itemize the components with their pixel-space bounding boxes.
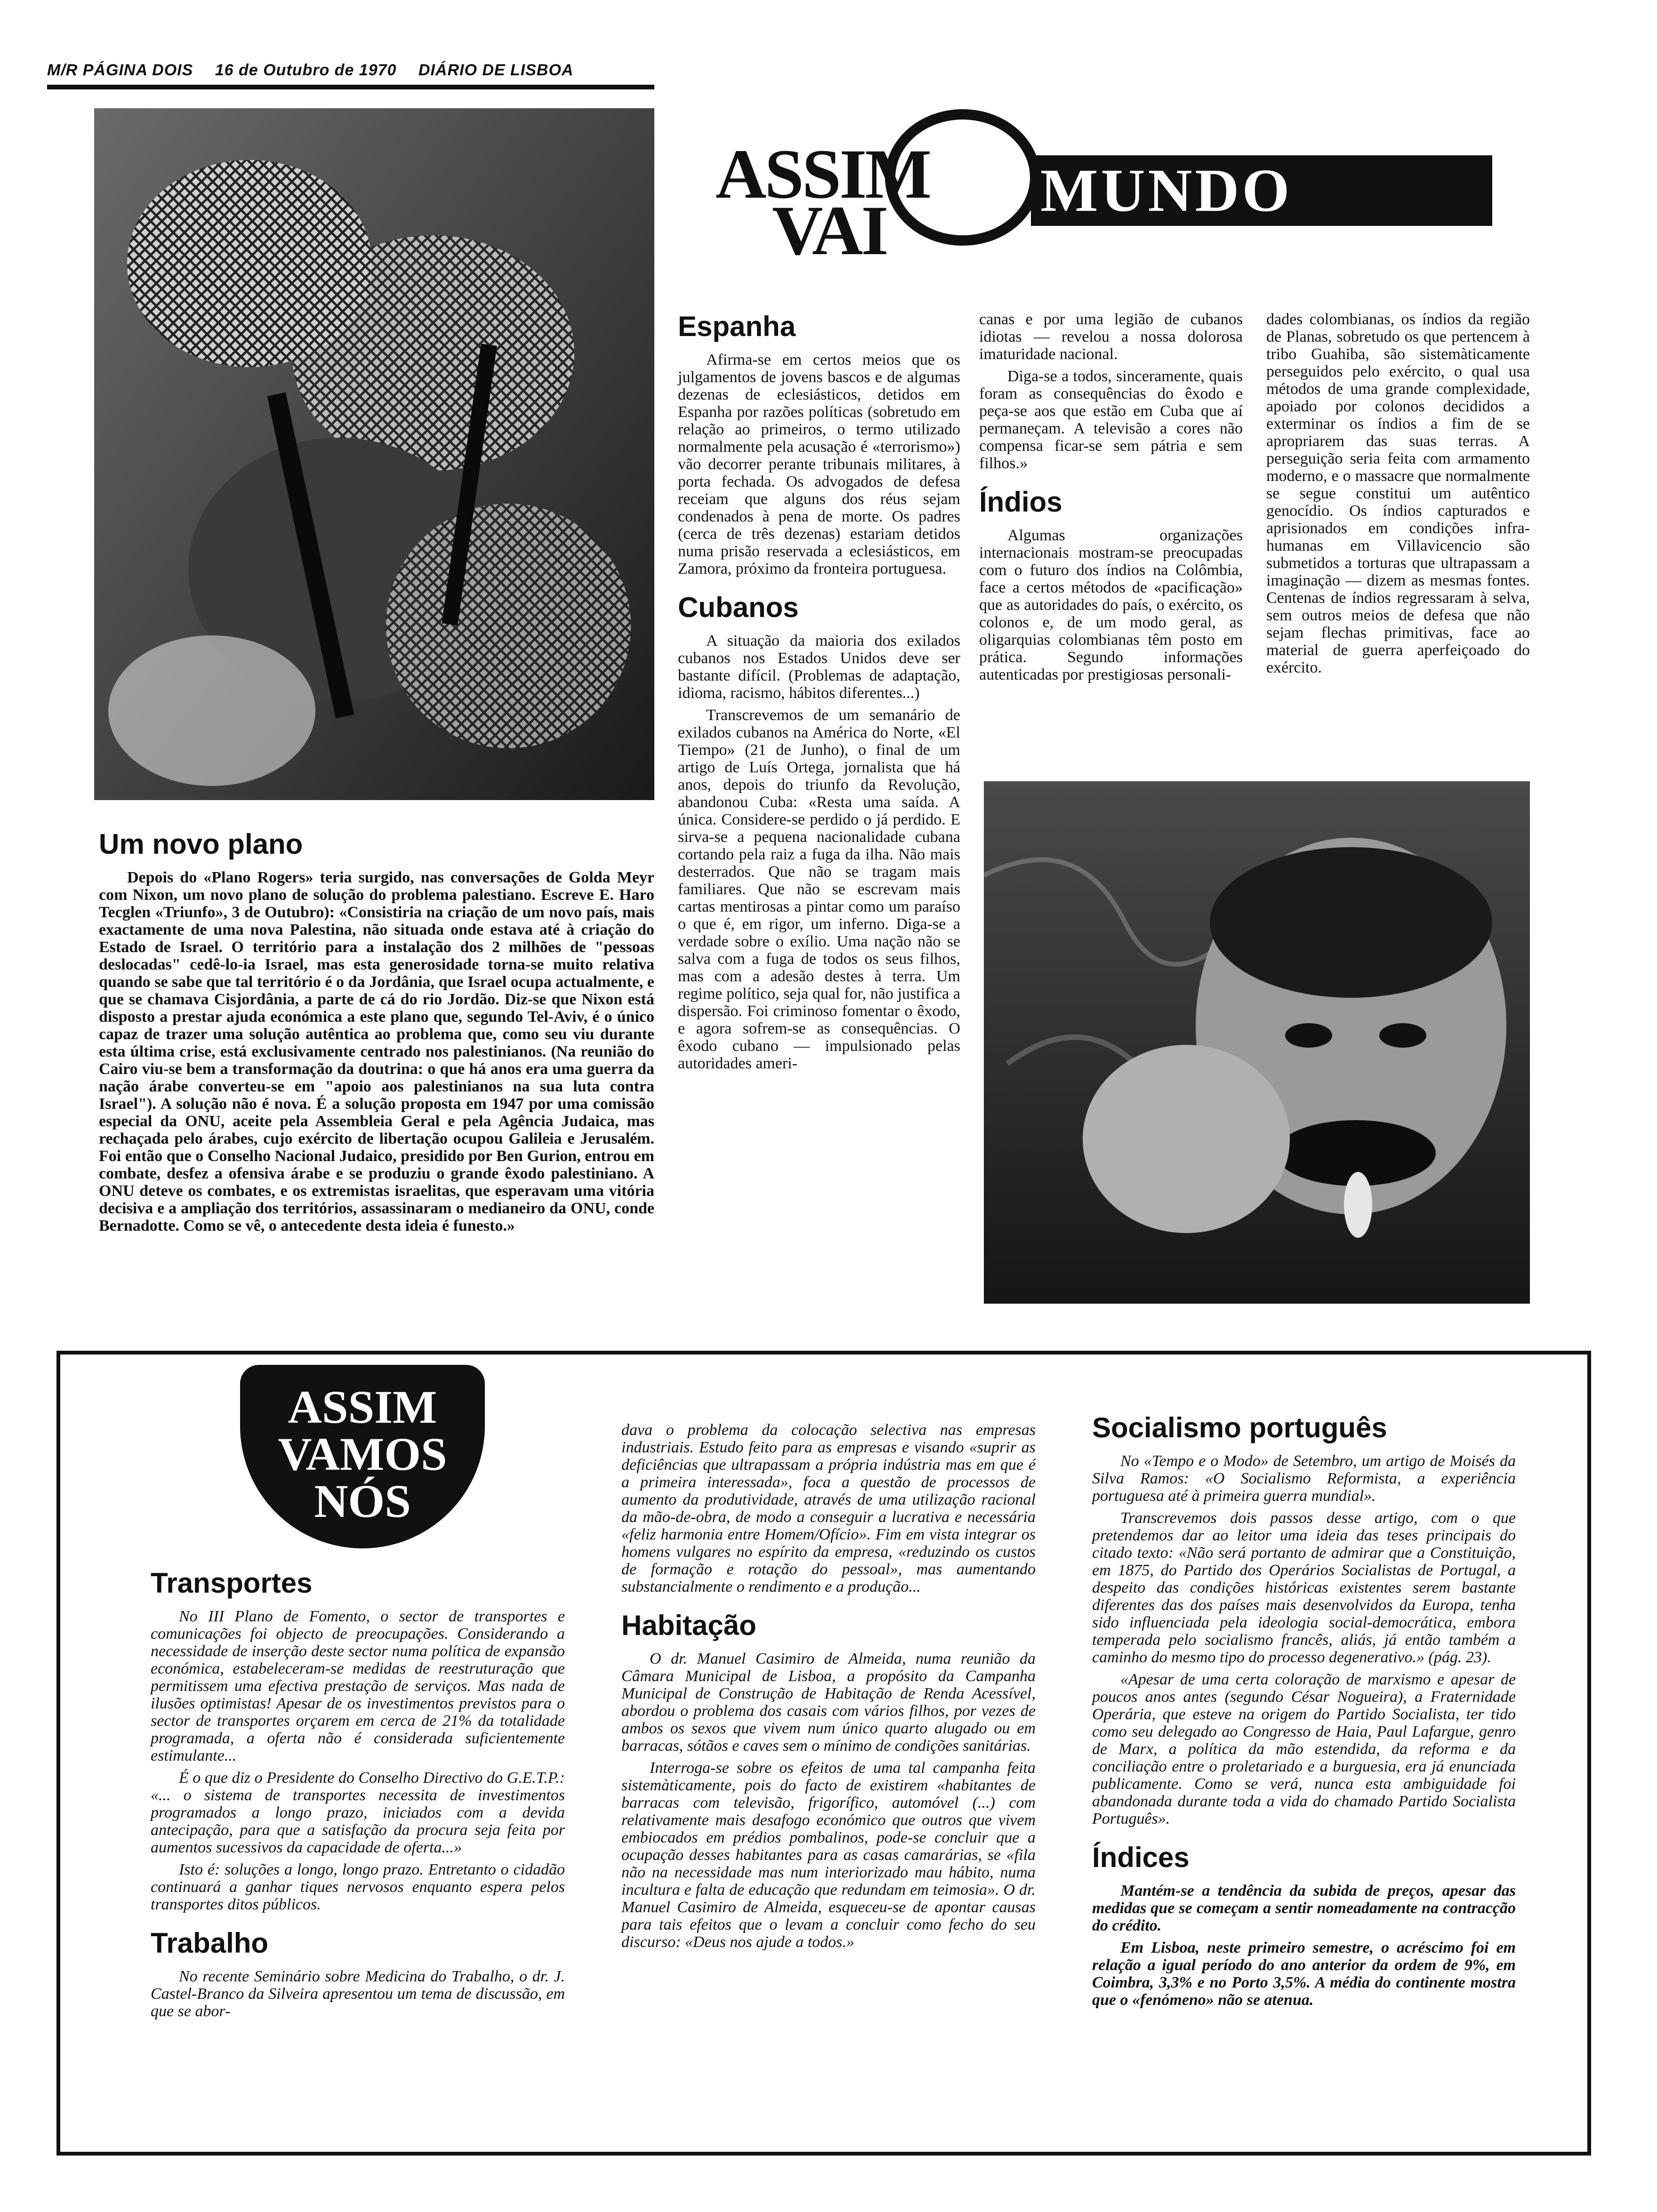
novo-plano-heading: Um novo plano <box>99 828 303 860</box>
cubanos-p3: canas e por uma legião de cubanos idiotas — revelou a nossa dolorosa imaturidade nacional. <box>979 311 1243 363</box>
cubanos-heading: Cubanos <box>678 592 799 623</box>
habitacao-p1: O dr. Manuel Casimiro de Almeida, numa reunião da Câmara Municipal de Lisboa, a propósito da Campanha Municipal de Construção de Habitação de Renda Acessível, abordou o problema dos casais com vários filhos, por vezes de ambos os sexos que vivem num único quarto alugado ou em barracas, sótãos e caves sem o mínimo de condições sanitárias. <box>621 1650 1036 1755</box>
trabalho-heading: Trabalho <box>151 1927 269 1959</box>
indices-heading: Índices <box>1092 1842 1190 1873</box>
indio-photo-graphic <box>984 781 1530 1304</box>
page-label: M/R PÁGINA DOIS <box>47 61 193 79</box>
date-label: 16 de Outubro de 1970 <box>215 61 397 79</box>
transportes-p3: Isto é: soluções a longo, longo prazo. Entretanto o cidadão continuará a ganhar tiques nervosos enquanto espera pelos transportes ditos públicos. <box>151 1861 565 1913</box>
badge-line-2: VAMOS <box>278 1428 447 1480</box>
novo-plano-text: Depois do «Plano Rogers» teria surgido, nas conversações de Golda Meyr com Nixon, um novo plano de solução do problema palestiano. Escreve E. Haro Tecglen «Triunfo», 3 de Outubro): «Consistiria na criação de um novo país, mais exactamente de uma nova Palestina, não situada onde estava até à criação do Estado de Israel. O território para a instalação dos 2 milhões de "pessoas deslocadas" cedê-lo-ia Israel, mas esta generosidade torna-se muito relativa quando se sabe que tal território é o da Jordânia, que Israel ocupa actualmente, e que se chamava Cisjordânia, a parte de cá do rio Jordão. Diz-se que Nixon está disposto a prestar ajuda económica a este plano que, segundo Tel-Aviv, é o único capaz de trazer uma solução autêntica ao problema que, como seu viu durante esta última crise, está exclusivamente centrado nos palestinianos. (Na reunião do Cairo viu-se bem a transformação da doutrina: o que há anos era uma guerra da nação árabe converteu-se em "apoio aos palestinianos na sua luta contra Israel"). A solução não é nova. É a solução proposta em 1947 por uma comissão especial da ONU, aceite pela Assembleia Geral e pela Agência Judaica, mas rechaçada pelo árabes, cujo exército de libertação ocupou Galileia e Jerusalém. Foi então que o Conselho Nacional Judaico, presidido por Ben Gurion, entrou em combate, desfez a ofensiva árabe e se produziu o grande êxodo palestiniano. A ONU deteve os combates, e os extremistas israelitas, que esperavam uma vitória decisiva e a ampliação dos territórios, assassinaram o medianeiro da ONU, conde Bernadotte. Como se vê, o antecedente desta ideia é funesto.» <box>99 869 654 1234</box>
transportes-heading: Transportes <box>151 1567 313 1599</box>
column-cubanos-indios <box>979 311 1243 688</box>
novo-plano-article <box>99 828 654 1239</box>
brand-vai: VAI <box>772 192 887 270</box>
habitacao-heading: Habitação <box>621 1610 756 1641</box>
soldiers-photo-graphic <box>94 108 654 800</box>
assim-vamos-nos-title <box>240 1381 485 1527</box>
soldiers-photo <box>94 108 654 800</box>
habitacao-p2: Interroga-se sobre os efeitos de uma tal campanha feita sistemàticamente, pois do facto de existirem «habitantes de barracas com televisão, frigorífico, automóvel (...) com relativamente mais desafogo económico que outros que vivem embiocados em prédios pombalinos, pode-se concluir que a ocupação desses habitantes para as casas camarárias, se «fila não na necessidade mas num interiorizado mau hábito, numa incultura e falta de educação que redundam em teimosia». O dr. Manuel Casimiro de Almeida, esqueceu-se de apontar causas para tais efeitos que o levam a concluir como fecho do seu discurso: «Deus nos ajude a todos.» <box>621 1759 1036 1951</box>
badge-line-1: ASSIM <box>288 1381 437 1433</box>
indios-heading: Índios <box>979 486 1062 518</box>
column-socialismo-indices <box>1092 1412 1516 2013</box>
masthead-rule <box>47 85 654 89</box>
indices-p1: Mantém-se a tendência da subida de preços, apesar das medidas que se começam a sentir nomeadamente na contracção do crédito. <box>1092 1882 1516 1934</box>
transportes-p2: É o que diz o Presidente do Conselho Directivo do G.E.T.P.: «... o sistema de transportes necessita de investimentos programados a longo prazo, iniciados com a devida antecipação, para que a satisfação da procura seja feita por aumentos sucessivos da capacidade de oferta...» <box>151 1769 565 1856</box>
newspaper-name: DIÁRIO DE LISBOA <box>418 61 574 79</box>
brand-mundo: MUNDO <box>1040 157 1293 224</box>
trabalho-p1: No recente Seminário sobre Medicina do Trabalho, o dr. J. Castel-Branco da Silveira apresentou um tema de discussão, em que se abor- <box>151 1968 565 2020</box>
indios-p2: dades colombianas, os índios da região de Planas, sobretudo os que pertencem à tribo Guahiba, são sistemàticamente perseguidos pelo exército, o qual usa métodos de uma grande complexidade, apoiado por colonos decididos a exterminar os índios a fim de se apropriarem das suas terras. A perseguição seria feita com armamento moderno, e o massacre que normalmente se segue constitui um autêntico genocídio. Os índios capturados e aprisionados em condições infra-humanas em Villavicencio são submetidos a torturas que ultrapassam a imaginação — dizem as mesmas fontes. Centenas de índios regressaram à selva, sem outros meios de defesa que não sejam flechas primitivas, face ao material de guerra aperfeiçoado do exército. <box>1266 311 1530 676</box>
espanha-text: Afirma-se em certos meios que os julgamentos de jovens bascos e de algumas dezenas de eclesiásticos, detidos em Espanha por razões políticas (sobretudo em relação ao primeiros, o termo utilizado normalmente pela acusação é «terrorismo») vão decorrer perante tribunais militares, à porta fechada. Os advogados de defesa receiam que alguns dos réus sejam condenados à pena de morte. Os padres (cerca de três dezenas) estariam detidos numa prisão reservada a eclesiásticos, em Zamora, próximo da fronteira portuguesa. <box>678 351 960 577</box>
cubanos-p4: Diga-se a todos, sinceramente, quais foram as consequências do êxodo e peça-se aos que estão em Cuba que aí permaneçam. A televisão a cores não compensa ficar-se sem pátria e sem filhos.» <box>979 368 1243 472</box>
socialismo-p3: «Apesar de uma certa coloração de marxismo e apesar de poucos anos antes (segundo César Nogueira), a Fraternidade Operária, que esteve na origem do Partido Socialista, ter tido como seu delegado ao Congresso de Haia, Paul Lafargue, genro de Marx, a política da mão estendida, da reforma e da conciliação entre o proletariado e a burguesia, era já enunciada publicamente. Como se verá, nunca esta ambiguidade foi abandonada durante toda a vida do chamado Partido Socialista Português». <box>1092 1671 1516 1827</box>
badge-line-3: NÓS <box>314 1475 411 1527</box>
column-transportes-trabalho <box>151 1567 565 2025</box>
transportes-p1: No III Plano de Fomento, o sector de transportes e comunicações foi objecto de preocupações. Considerando a necessidade de inserção deste sector numa política de expansão económica, estabeleceram-se medidas de reestruturação que permitissem uma efectiva prestação de serviços. Mas nada de ilusões optimistas! Apesar de os investimentos previstos para o sector de transportes orçarem em cerca de 21% da totalidade programada, a oferta não é considerada suficientemente estimulante... <box>151 1608 565 1764</box>
socialismo-p2: Transcrevemos dois passos desse artigo, com o que pretendemos dar ao leitor uma ideia das teses principais do citado texto: «Não será portanto de admirar que a Constituição, em 1875, do Partido dos Operários Socialistas de Portugal, a despeito das condições históricas existentes serem bastante diferentes das dos países mais desenvolvidos da Europa, tenha sido influenciada pela ideologia social-democrática, embora temperada pelo socialismo francês, aliás, já então também a caminho do mesmo tipo do processo degenerativo.» (pág. 23). <box>1092 1509 1516 1666</box>
column-indios-cont <box>1266 311 1530 681</box>
middle-p1: dava o problema da colocação selectiva nas empresas industriais. Estudo feito para as empresas e visando «suprir as deficiências que ultrapassam a própria indústria mas em que é a primeira interessada», foca a questão de processos de aumento da produtividade, através de uma utilização racional da mão-de-obra, de modo a conseguir a lucrativa e necessária «feliz harmonia entre Homem/Ofício». Fim em vista integrar os homens vulgares no espírito da empresa, «reduzindo os custos de formação e rotação do pessoal», mas aumentando substancialmente o rendimento e a produção... <box>621 1421 1036 1595</box>
cubanos-p1: A situação da maioria dos exilados cubanos nos Estados Unidos deve ser bastante difícil. (Problemas de adaptação, idioma, racismo, hábitos diferentes...) <box>678 632 960 702</box>
indices-p2: Em Lisboa, neste primeiro semestre, o acréscimo foi em relação a igual período do ano anterior da ordem de 9%, em Coimbra, 3,3% e no Porto 3,5%. A média do continente mostra que o «fenómeno» não se atenua. <box>1092 1939 1516 2009</box>
espanha-heading: Espanha <box>678 311 796 342</box>
socialismo-heading: Socialismo português <box>1092 1412 1387 1443</box>
socialismo-p1: No «Tempo e o Modo» de Setembro, um artigo de Moisés da Silva Ramos: «O Socialismo Reformista, a experiência portuguesa até à primeira guerra mundial». <box>1092 1452 1516 1505</box>
indio-photo <box>984 781 1530 1304</box>
brand-assim: ASSIM <box>716 135 930 213</box>
cubanos-p2: Transcrevemos de um semanário de exilados cubanos na América do Norte, «El Tiempo» (21 de Junho), o final de um artigo de Luís Ortega, jornalista que há anos, depois do triunfo da Revolução, abandonou Cuba: «Resta uma saída. A única. Considere-se perdido o já perdido. E sirva-se a pequena nacionalidade cubana cortando pela raiz a fuga da ilha. Não mais desterrados. Que não se tragam mais familiares. Que não se escrevam mais cartas mentirosas a pintar como um paraíso o que é, em rigor, um inferno. Diga-se a verdade sobre o exílio. Uma nação não se salva com a fuga de todos os seus filhos, mas com a adesão destes à terra. Um regime político, seja qual for, não justifica a dispersão. Foi criminoso fomentar o êxodo, e agora sofrem-se as consequências. O êxodo cubano — impulsionado pelas autoridades ameri- <box>678 706 960 1072</box>
column-habitacao <box>621 1421 1036 1956</box>
column-espanha-cubanos <box>678 311 960 1077</box>
masthead <box>47 61 654 80</box>
indios-p1: Algumas organizações internacionais mostram-se preocupadas com o futuro dos índios na Colômbia, face a certos métodos de «pacificação» que as autoridades do país, o exército, os colonos e, de um modo geral, as oligarquias colombianas têm posto em prática. Segundo informações autenticadas por prestigiosas personali- <box>979 527 1243 683</box>
